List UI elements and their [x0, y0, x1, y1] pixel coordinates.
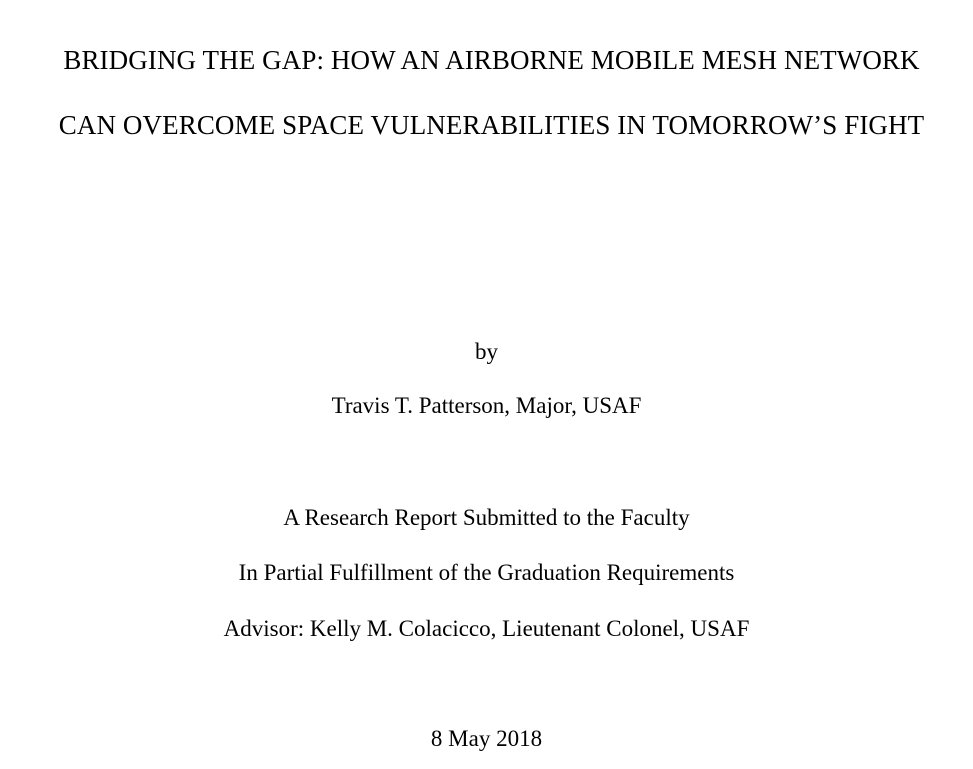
fulfillment-statement: In Partial Fulfillment of the Graduation Requirements	[238, 560, 735, 585]
submission-statement: A Research Report Submitted to the Faculty	[283, 505, 690, 530]
author-name: Travis T. Patterson, Major, USAF	[331, 393, 642, 418]
report-date: 8 May 2018	[430, 726, 543, 751]
report-title-line-2: CAN OVERCOME SPACE VULNERABILITIES IN TOMORROW’S FIGHT	[58, 110, 925, 140]
report-title-line-1: BRIDGING THE GAP: HOW AN AIRBORNE MOBILE MESH NETWORK	[63, 45, 920, 75]
by-label: by	[475, 339, 498, 364]
advisor-line: Advisor: Kelly M. Colacicco, Lieutenant Colonel, USAF	[223, 616, 750, 641]
